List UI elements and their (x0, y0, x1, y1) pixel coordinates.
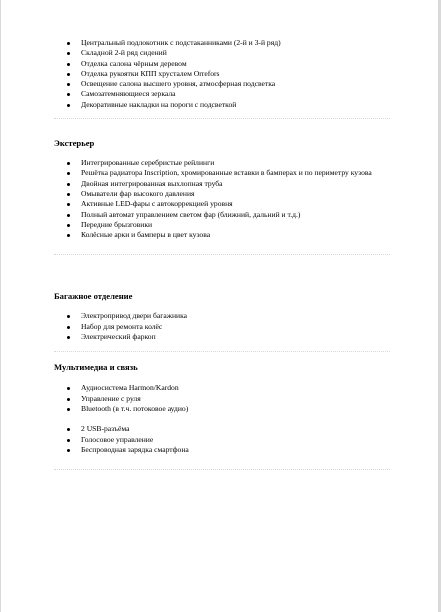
list-item: Беспроводная зарядка смартфона (54, 445, 390, 455)
list-item: Колёсные арки и бамперы в цвет кузова (54, 230, 390, 240)
list-item: Аудиосистема Harmon/Kardon (54, 383, 390, 393)
multimedia-list-extra (54, 424, 390, 455)
multimedia-list (54, 383, 390, 414)
document-page (1, 0, 438, 612)
list-item: Активные LED-фары с автокоррекцией уровня (54, 199, 390, 209)
section-divider (54, 118, 390, 119)
section-divider (54, 469, 390, 470)
list-item: Интегрированные серебристые рейлинги (54, 158, 390, 168)
list-item: Полный автомат управлением светом фар (ближний, дальний и т.д.) (54, 210, 390, 220)
section-heading-exterior: Экстерьер (54, 138, 95, 149)
exterior-list (54, 158, 390, 240)
list-item: Набор для ремонта колёс (54, 322, 390, 332)
list-item: Освещение салона высшего уровня, атмосферная подсветка (54, 79, 390, 89)
list-item: Голосовое управление (54, 435, 390, 445)
section-heading-multimedia: Мультимедиа и связь (54, 362, 138, 373)
list-item: Передние брызговики (54, 220, 390, 230)
list-item: Управление с руля (54, 394, 390, 404)
list-item: Электропривод двери багажника (54, 311, 390, 321)
list-item: Самозатемняющиеся зеркала (54, 89, 390, 99)
list-item: Центральный подлокотник с подстаканниками (2-й и 3-й ряд) (54, 38, 390, 48)
section-divider (54, 254, 390, 255)
luggage-list (54, 311, 390, 342)
list-item: Двойная интегрированная выхлопная труба (54, 179, 390, 189)
list-item: Омыватели фар высокого давления (54, 189, 390, 199)
section-heading-luggage: Багажное отделение (54, 291, 133, 302)
list-item: Решётка радиатора Inscription, хромированные вставки в бамперах и по периметру кузова (54, 168, 390, 178)
document-content (54, 38, 390, 470)
list-item: Складной 2-й ряд сидений (54, 48, 390, 58)
list-item: 2 USB-разъёма (54, 424, 390, 434)
list-item: Bluetooth (в т.ч. потоковое аудио) (54, 404, 390, 414)
list-item: Отделка рукоятки КПП хрусталем Orrefors (54, 69, 390, 79)
section-divider (54, 351, 390, 352)
interior-list (54, 38, 390, 110)
list-item: Электрический фаркоп (54, 332, 390, 342)
list-item: Декоративные накладки на пороги с подсветкой (54, 100, 390, 110)
list-item: Отделка салона чёрным деревом (54, 59, 390, 69)
